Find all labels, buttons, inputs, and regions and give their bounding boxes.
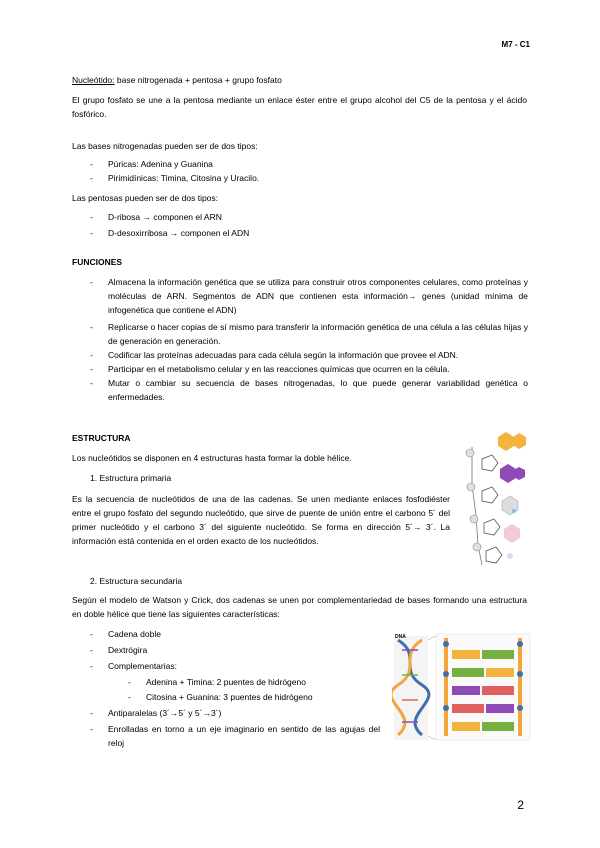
- bullet-dash: -: [90, 322, 93, 332]
- pentosas-item-desoxirribosa: D-desoxirribosa → componen el ADN: [108, 228, 250, 238]
- bullet-dash: -: [90, 212, 93, 222]
- double-helix-figure: [392, 630, 532, 742]
- subitem-adenina-timina: Adenina + Timina: 2 puentes de hidrógeno: [146, 677, 306, 687]
- nucleotido-definition: Nucleótido: base nitrogenada + pentosa + grupo fosfato: [72, 75, 282, 85]
- bases-item-pirimidinicas: Pirimidínicas: Timina, Citosina y Uracilo.: [108, 173, 260, 183]
- estructura-title: ESTRUCTURA: [72, 433, 131, 443]
- bullet-dash: -: [90, 173, 93, 183]
- estructura-primaria-heading: 1. Estructura primaria: [90, 473, 172, 483]
- bullet-dash: -: [90, 708, 93, 718]
- secundaria-item-dextrogira: Dextrógira: [108, 645, 148, 655]
- subitem-citosina-guanina: Citosina + Guanina: 3 puentes de hidrógeno: [146, 692, 313, 702]
- bases-item-puricas: Púricas: Adenina y Guanina: [108, 159, 213, 169]
- estructura-secundaria-heading: 2. Estructura secundaria: [90, 576, 183, 586]
- bullet-dash: -: [90, 228, 93, 238]
- page-header-code: M7 - C1: [501, 40, 530, 49]
- funciones-item-1: Almacena la información genética que se utiliza para construir otros componentes celulares, como proteínas y moléculas de ARN. Segmentos de ADN que contienen esta información→ genes (unidad mínima de infogenética que contiene el ADN): [108, 277, 528, 315]
- bullet-dash: -: [90, 350, 93, 360]
- bullet-dash: -: [90, 629, 93, 639]
- secundaria-item-enrolladas: Enrolladas en torno a un eje imaginario en sentido de las agujas del reloj: [108, 724, 380, 748]
- funciones-item-5: Mutar o cambiar su secuencia de bases nitrogenadas, lo que puede generar variabilidad genética o enfermedades.: [108, 378, 528, 402]
- bullet-dash: -: [90, 661, 93, 671]
- bullet-dash: -: [90, 159, 93, 169]
- bullet-dash: -: [90, 364, 93, 374]
- estructura-secundaria-text: Según el modelo de Watson y Crick, dos cadenas se unen por complementariedad de bases formando una estructura en doble hélice que tiene las siguientes características:: [72, 595, 527, 619]
- funciones-title: FUNCIONES: [72, 257, 123, 267]
- funciones-item-2: Replicarse o hacer copias de sí mismo para transferir la información genética de una célula a las células hijas y de generación en generación.: [108, 322, 528, 346]
- bullet-dash: -: [90, 724, 93, 734]
- bases-intro: Las bases nitrogenadas pueden ser de dos tipos:: [72, 141, 258, 151]
- nucleotide-chain-figure: [458, 425, 530, 573]
- dna-label: DNA: [395, 634, 406, 640]
- estructura-primaria-text: Es la secuencia de nucleótidos de una de las cadenas. Se unen mediante enlaces fosfodiéster entre el grupo fosfato del segundo nucleótido, que sirve de puente de unión entre el carbono 5´ del primer nucleótido y el carbono 3´ del siguiente nucleótido. Se forma en dirección 5´→ 3´. La información está contenida en el orden exacto de los nucleótidos.: [72, 494, 450, 546]
- bullet-dash: -: [90, 277, 93, 287]
- fosfato-paragraph: El grupo fosfato se une a la pentosa mediante un enlace éster entre el grupo alcohol del C5 de la pentosa y el ácido fosfórico.: [72, 95, 527, 119]
- page-number: 2: [517, 798, 524, 812]
- nucleotido-term: Nucleótido: [72, 75, 113, 85]
- secundaria-item-cadena-doble: Cadena doble: [108, 629, 161, 639]
- bullet-dash: -: [128, 677, 131, 687]
- secundaria-item-complementarias: Complementarias:: [108, 661, 177, 671]
- pentosas-intro: Las pentosas pueden ser de dos tipos:: [72, 193, 219, 203]
- secundaria-item-antiparalelas: Antiparalelas (3´→5´ y 5´→3´): [108, 708, 222, 718]
- funciones-item-3: Codificar las proteínas adecuadas para cada célula según la información que provee el ADN.: [108, 350, 459, 360]
- funciones-item-4: Participar en el metabolismo celular y en las reacciones químicas que ocurren en la célula.: [108, 364, 450, 374]
- pentosas-item-ribosa: D-ribosa → componen el ARN: [108, 212, 222, 222]
- bullet-dash: -: [90, 645, 93, 655]
- bullet-dash: -: [128, 692, 131, 702]
- bullet-dash: -: [90, 378, 93, 388]
- estructura-intro: Los nucleótidos se disponen en 4 estructuras hasta formar la doble hélice.: [72, 453, 352, 463]
